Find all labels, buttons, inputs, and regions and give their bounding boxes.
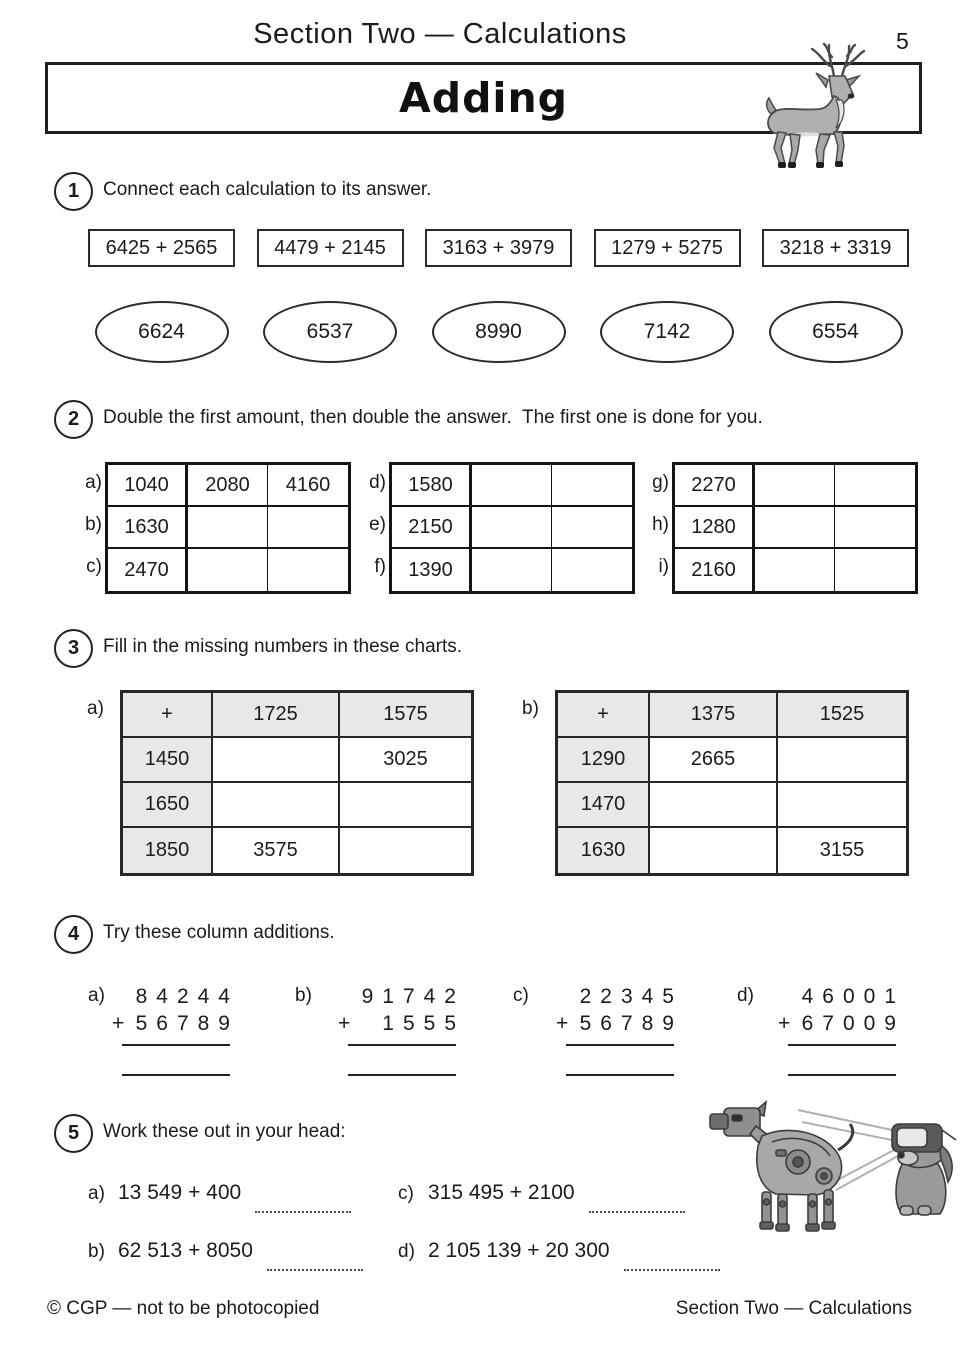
- table-cell: 3575: [213, 828, 340, 873]
- question-5-number: [54, 1114, 93, 1153]
- q2-doubling-table-group-2: [362, 462, 635, 594]
- q1-calculation-box: 4479 + 2145: [257, 229, 404, 267]
- table-cell: [552, 465, 632, 507]
- robot-dog-icon: [702, 1098, 960, 1238]
- answer-rule: [788, 1074, 896, 1076]
- sum-rule: [122, 1044, 230, 1046]
- table-cell: [650, 783, 778, 828]
- header-cell: 1375: [650, 693, 778, 738]
- table-cell: [472, 549, 552, 591]
- q1-answer-row: [88, 301, 909, 363]
- q3-table: [555, 690, 909, 876]
- question-2-digit: 2: [67, 408, 80, 430]
- answer-rule: [566, 1074, 674, 1076]
- q5-item-b: [88, 1239, 363, 1263]
- section-header: Section Two — Calculations: [253, 18, 627, 50]
- q3-table: [120, 690, 474, 876]
- answer-dotted-line: [267, 1269, 363, 1271]
- q4-column-addition-b: [295, 983, 465, 1076]
- q5-item-a: [88, 1181, 351, 1205]
- robot-dog-illustration: [702, 1098, 960, 1243]
- addend-top: 46001: [801, 985, 905, 1008]
- problem-label: d): [737, 985, 754, 1006]
- q4-column-addition-c: [513, 983, 683, 1076]
- table-cell: [835, 465, 915, 507]
- table-cell: 2270: [675, 465, 755, 507]
- q2-table: [389, 462, 635, 594]
- header-cell: +: [558, 693, 650, 738]
- row-label: i): [658, 556, 669, 577]
- table-cell: [340, 783, 471, 828]
- q1-answer-ellipse: 6537: [263, 301, 397, 363]
- sum-rule: [788, 1044, 896, 1046]
- row-label: d): [369, 472, 386, 493]
- expression: 13 549 + 400: [118, 1181, 242, 1204]
- footer-copyright: © CGP — not to be photocopied: [47, 1298, 320, 1319]
- table-cell: 1280: [675, 507, 755, 549]
- q4-column-addition-a: [88, 983, 239, 1076]
- table-cell: [472, 507, 552, 549]
- expression: 2 105 139 + 20 300: [428, 1239, 610, 1262]
- q4-column-addition-d: [737, 983, 905, 1076]
- chart-label: b): [522, 698, 539, 719]
- header-cell: 1525: [778, 693, 906, 738]
- q1-calculation-box: 1279 + 5275: [594, 229, 741, 267]
- table-cell: [552, 549, 632, 591]
- header-cell: 1725: [213, 693, 340, 738]
- addend-bottom: 56789: [135, 1012, 239, 1035]
- table-cell: [188, 507, 268, 549]
- table-cell: [778, 738, 906, 783]
- q1-calculation-box: 6425 + 2565: [88, 229, 235, 267]
- q2-row-labels: [362, 462, 386, 594]
- q2-row-labels: [78, 462, 102, 594]
- addend-bottom: 56789: [579, 1012, 683, 1035]
- addend-top: 22345: [579, 985, 683, 1008]
- item-label: a): [88, 1183, 105, 1204]
- table-cell: 1850: [123, 828, 213, 873]
- chart-label: a): [87, 698, 104, 719]
- table-cell: [778, 783, 906, 828]
- q2-table: [105, 462, 351, 594]
- row-label: f): [374, 556, 386, 577]
- header-cell: 1575: [340, 693, 471, 738]
- table-cell: 1630: [558, 828, 650, 873]
- plus-sign: +: [112, 1012, 125, 1035]
- question-4-prompt: Try these column additions.: [103, 922, 335, 943]
- table-cell: 1390: [392, 549, 472, 591]
- table-cell: 1630: [108, 507, 188, 549]
- expression: 62 513 + 8050: [118, 1239, 253, 1262]
- row-label: b): [85, 514, 102, 535]
- addend-bottom: 1555: [382, 1012, 465, 1035]
- question-3-prompt: Fill in the missing numbers in these charts.: [103, 636, 463, 657]
- problem-label: c): [513, 985, 529, 1006]
- answer-rule: [122, 1074, 230, 1076]
- table-cell: 2150: [392, 507, 472, 549]
- table-cell: [188, 549, 268, 591]
- question-2-prompt: Double the first amount, then double the answer. The first one is done for you.: [103, 407, 763, 428]
- footer-section: Section Two — Calculations: [675, 1298, 912, 1319]
- table-cell: [472, 465, 552, 507]
- table-cell: [755, 549, 835, 591]
- q1-answer-ellipse: 6624: [95, 301, 229, 363]
- q5-item-c: [398, 1181, 685, 1205]
- q2-doubling-table-group-3: [645, 462, 918, 594]
- table-cell: 2080: [188, 465, 268, 507]
- row-label: g): [652, 472, 669, 493]
- table-cell: [835, 507, 915, 549]
- item-label: d): [398, 1241, 415, 1262]
- table-cell: 3025: [340, 738, 471, 783]
- table-cell: [213, 738, 340, 783]
- q1-answer-ellipse: 6554: [769, 301, 903, 363]
- table-cell: 2470: [108, 549, 188, 591]
- answer-dotted-line: [589, 1211, 685, 1213]
- sum-rule: [566, 1044, 674, 1046]
- q3-addition-chart-a: [87, 690, 474, 876]
- question-1-prompt: Connect each calculation to its answer.: [103, 179, 432, 200]
- q5-item-d: [398, 1239, 720, 1263]
- table-cell: 1470: [558, 783, 650, 828]
- table-cell: 4160: [268, 465, 348, 507]
- plus-sign: +: [778, 1012, 791, 1035]
- addend-top: 91742: [361, 985, 465, 1008]
- table-cell: [755, 465, 835, 507]
- table-cell: [755, 507, 835, 549]
- table-cell: [835, 549, 915, 591]
- stag-illustration: [756, 42, 882, 177]
- question-2-number: [54, 400, 93, 439]
- table-cell: [213, 783, 340, 828]
- row-label: c): [86, 556, 102, 577]
- table-cell: 1450: [123, 738, 213, 783]
- row-label: a): [85, 472, 102, 493]
- question-5-prompt: Work these out in your head:: [103, 1121, 346, 1142]
- table-cell: [268, 549, 348, 591]
- table-cell: [650, 828, 778, 873]
- stag-icon: [756, 42, 882, 172]
- answer-rule: [348, 1074, 456, 1076]
- question-4-digit: 4: [67, 923, 80, 945]
- table-cell: 1040: [108, 465, 188, 507]
- question-1-number: [54, 172, 93, 211]
- expression: 315 495 + 2100: [428, 1181, 575, 1204]
- plus-sign: +: [556, 1012, 569, 1035]
- answer-dotted-line: [255, 1211, 351, 1213]
- item-label: c): [398, 1183, 414, 1204]
- q1-calculation-box: 3163 + 3979: [425, 229, 572, 267]
- q1-calculation-box: 3218 + 3319: [762, 229, 909, 267]
- problem-label: a): [88, 985, 105, 1006]
- item-label: b): [88, 1241, 105, 1262]
- q2-row-labels: [645, 462, 669, 594]
- question-4-number: [54, 915, 93, 954]
- header-cell: +: [123, 693, 213, 738]
- table-cell: 3155: [778, 828, 906, 873]
- table-cell: 1290: [558, 738, 650, 783]
- table-cell: [268, 507, 348, 549]
- plus-sign: +: [338, 1012, 351, 1035]
- answer-dotted-line: [624, 1269, 720, 1271]
- sum-rule: [348, 1044, 456, 1046]
- table-cell: 1650: [123, 783, 213, 828]
- table-cell: [340, 828, 471, 873]
- row-label: e): [369, 514, 386, 535]
- q1-calculation-row: [88, 229, 909, 267]
- problem-label: b): [295, 985, 312, 1006]
- addend-top: 84244: [135, 985, 239, 1008]
- question-1-digit: 1: [67, 180, 80, 202]
- page-title: Adding: [398, 74, 569, 122]
- q1-answer-ellipse: 7142: [600, 301, 734, 363]
- q2-table: [672, 462, 918, 594]
- question-3-number: [54, 629, 93, 668]
- addend-bottom: 67009: [801, 1012, 905, 1035]
- question-5-digit: 5: [67, 1122, 80, 1144]
- table-cell: 2160: [675, 549, 755, 591]
- q3-addition-chart-b: [522, 690, 909, 876]
- table-cell: [552, 507, 632, 549]
- table-cell: 1580: [392, 465, 472, 507]
- table-cell: 2665: [650, 738, 778, 783]
- q1-answer-ellipse: 8990: [432, 301, 566, 363]
- page-number: 5: [896, 28, 909, 54]
- question-3-digit: 3: [67, 637, 80, 659]
- row-label: h): [652, 514, 669, 535]
- q2-doubling-table-group-1: [78, 462, 351, 594]
